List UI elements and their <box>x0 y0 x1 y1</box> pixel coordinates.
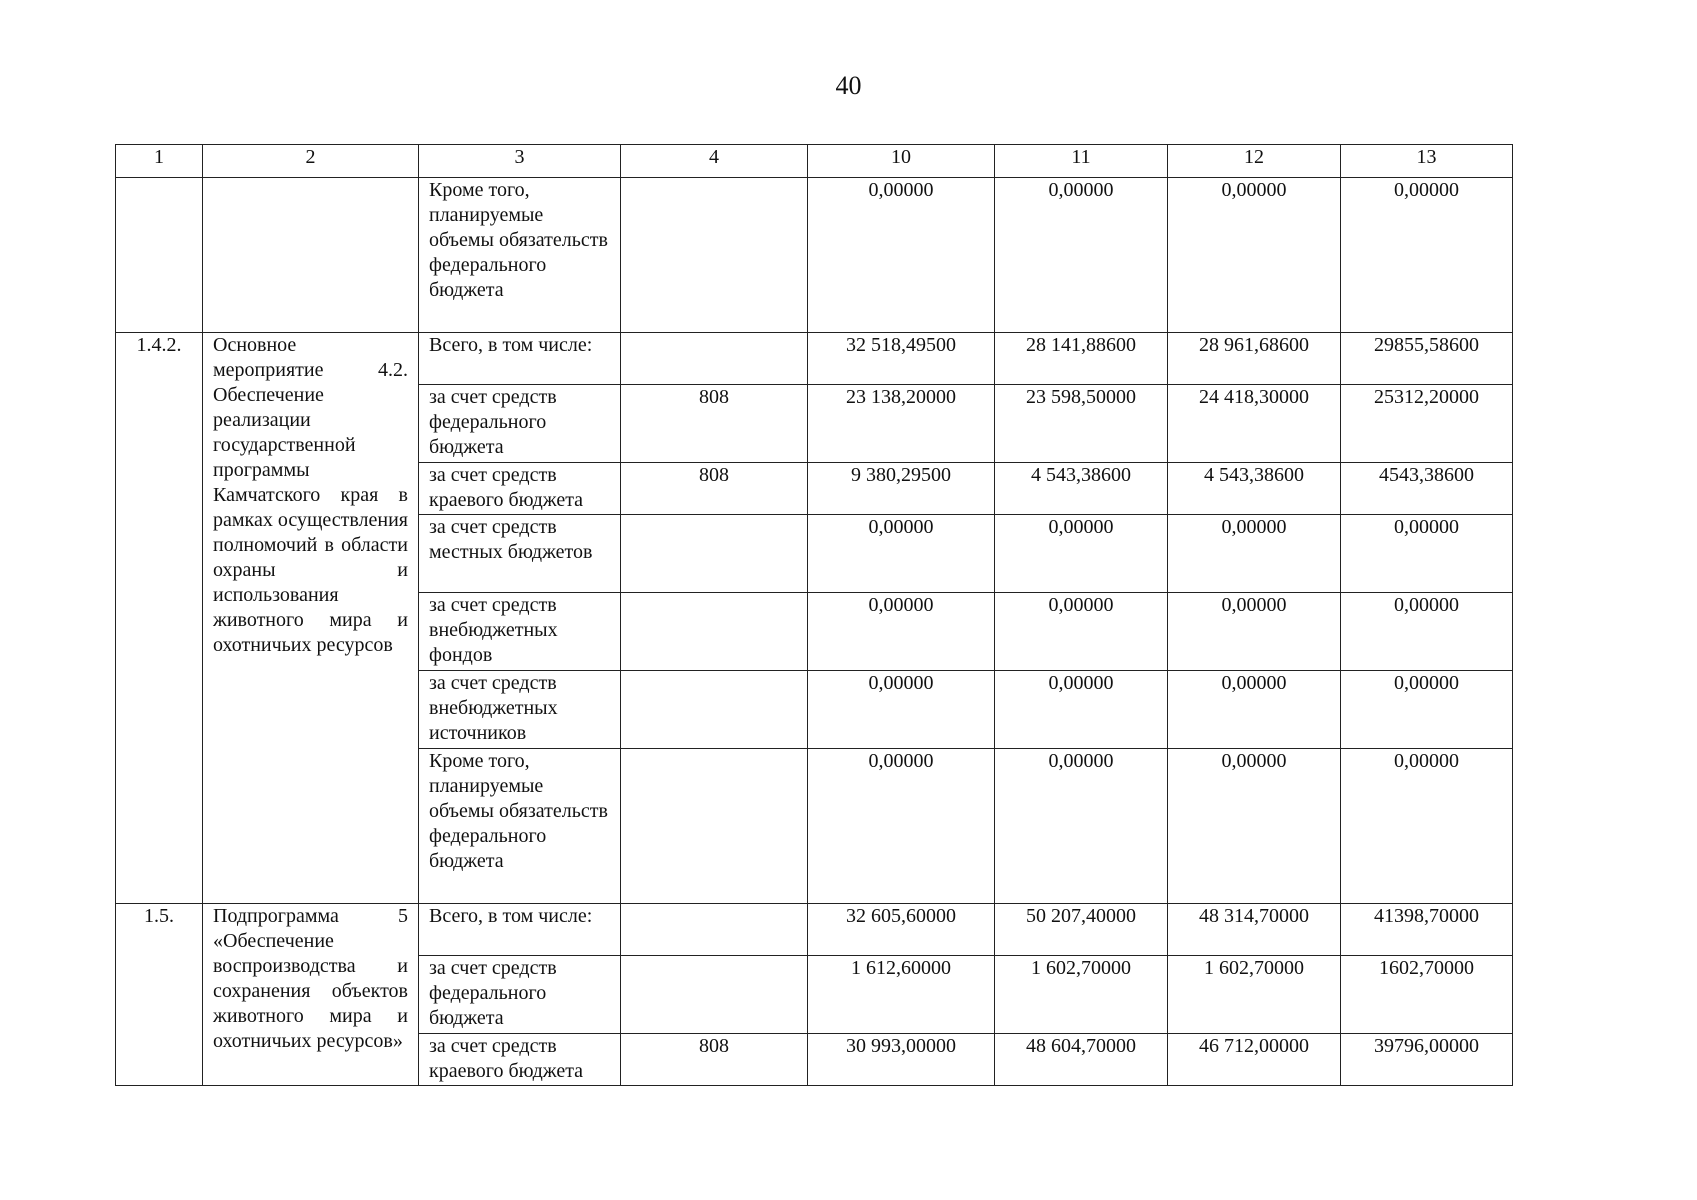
code-cell <box>621 593 808 671</box>
value-cell: 4 543,38600 <box>1168 463 1341 515</box>
index-cell: 1.5. <box>116 904 203 1086</box>
value-cell: 1 602,70000 <box>995 956 1168 1034</box>
value-cell: 0,00000 <box>1341 178 1513 333</box>
page-number: 40 <box>835 71 862 100</box>
header-cell: 1 <box>116 145 203 178</box>
value-cell: 32 605,60000 <box>808 904 995 956</box>
code-cell <box>621 333 808 385</box>
value-cell: 4 543,38600 <box>995 463 1168 515</box>
value-cell: 0,00000 <box>1168 671 1341 749</box>
table-row <box>116 904 1513 956</box>
value-cell: 0,00000 <box>1341 671 1513 749</box>
value-cell: 9 380,29500 <box>808 463 995 515</box>
header-cell: 12 <box>1168 145 1341 178</box>
value-cell: 0,00000 <box>1341 749 1513 904</box>
value-cell: 0,00000 <box>1341 593 1513 671</box>
name-cell: Основное мероприятие 4.2. Обеспечение реализации государственной программы Камчатского края в рамках осуществления полномочий в области охраны и использования животного мира и охотничьих ресурсов <box>203 333 419 904</box>
header-cell: 2 <box>203 145 419 178</box>
value-cell: 24 418,30000 <box>1168 385 1341 463</box>
value-cell: 0,00000 <box>995 178 1168 333</box>
source-cell: за счет средств краевого бюджета <box>419 1034 621 1086</box>
header-cell: 13 <box>1341 145 1513 178</box>
code-cell <box>621 178 808 333</box>
value-cell: 0,00000 <box>1168 178 1341 333</box>
code-cell <box>621 671 808 749</box>
source-cell: за счет средств внебюджетных источников <box>419 671 621 749</box>
index-cell <box>116 178 203 333</box>
code-cell: 808 <box>621 1034 808 1086</box>
source-cell: за счет средств федерального бюджета <box>419 385 621 463</box>
source-cell: за счет средств местных бюджетов <box>419 515 621 593</box>
header-row <box>116 145 1513 178</box>
value-cell: 0,00000 <box>808 749 995 904</box>
value-cell: 41398,70000 <box>1341 904 1513 956</box>
value-cell: 0,00000 <box>995 749 1168 904</box>
value-cell: 50 207,40000 <box>995 904 1168 956</box>
source-cell: Всего, в том числе: <box>419 333 621 385</box>
header-cell: 11 <box>995 145 1168 178</box>
value-cell: 0,00000 <box>995 593 1168 671</box>
value-cell: 0,00000 <box>995 515 1168 593</box>
value-cell: 46 712,00000 <box>1168 1034 1341 1086</box>
value-cell: 0,00000 <box>808 515 995 593</box>
index-cell: 1.4.2. <box>116 333 203 904</box>
code-cell <box>621 749 808 904</box>
value-cell: 32 518,49500 <box>808 333 995 385</box>
code-cell: 808 <box>621 385 808 463</box>
value-cell: 0,00000 <box>808 178 995 333</box>
value-cell: 29855,58600 <box>1341 333 1513 385</box>
value-cell: 48 604,70000 <box>995 1034 1168 1086</box>
value-cell: 1602,70000 <box>1341 956 1513 1034</box>
value-cell: 39796,00000 <box>1341 1034 1513 1086</box>
value-cell: 0,00000 <box>1341 515 1513 593</box>
header-cell: 10 <box>808 145 995 178</box>
value-cell: 23 598,50000 <box>995 385 1168 463</box>
source-cell: за счет средств федерального бюджета <box>419 956 621 1034</box>
value-cell: 0,00000 <box>995 671 1168 749</box>
table-row <box>116 333 1513 385</box>
name-cell <box>203 178 419 333</box>
code-cell <box>621 956 808 1034</box>
budget-table <box>115 144 1513 1086</box>
source-cell: за счет средств внебюджетных фондов <box>419 593 621 671</box>
header-cell: 3 <box>419 145 621 178</box>
table-row <box>116 178 1513 333</box>
value-cell: 4543,38600 <box>1341 463 1513 515</box>
source-cell: Всего, в том числе: <box>419 904 621 956</box>
value-cell: 0,00000 <box>1168 749 1341 904</box>
source-cell: за счет средств краевого бюджета <box>419 463 621 515</box>
value-cell: 28 961,68600 <box>1168 333 1341 385</box>
value-cell: 1 612,60000 <box>808 956 995 1034</box>
value-cell: 30 993,00000 <box>808 1034 995 1086</box>
value-cell: 0,00000 <box>808 671 995 749</box>
code-cell: 808 <box>621 463 808 515</box>
name-cell: Подпрограмма 5 «Обеспечение воспроизводства и сохранения объектов животного мира и охотничьих ресурсов» <box>203 904 419 1086</box>
header-cell: 4 <box>621 145 808 178</box>
code-cell <box>621 904 808 956</box>
value-cell: 23 138,20000 <box>808 385 995 463</box>
value-cell: 0,00000 <box>1168 593 1341 671</box>
value-cell: 28 141,88600 <box>995 333 1168 385</box>
value-cell: 0,00000 <box>808 593 995 671</box>
value-cell: 25312,20000 <box>1341 385 1513 463</box>
source-cell: Кроме того, планируемые объемы обязательств федерального бюджета <box>419 749 621 904</box>
value-cell: 0,00000 <box>1168 515 1341 593</box>
value-cell: 48 314,70000 <box>1168 904 1341 956</box>
code-cell <box>621 515 808 593</box>
source-cell: Кроме того, планируемые объемы обязательств федерального бюджета <box>419 178 621 333</box>
value-cell: 1 602,70000 <box>1168 956 1341 1034</box>
